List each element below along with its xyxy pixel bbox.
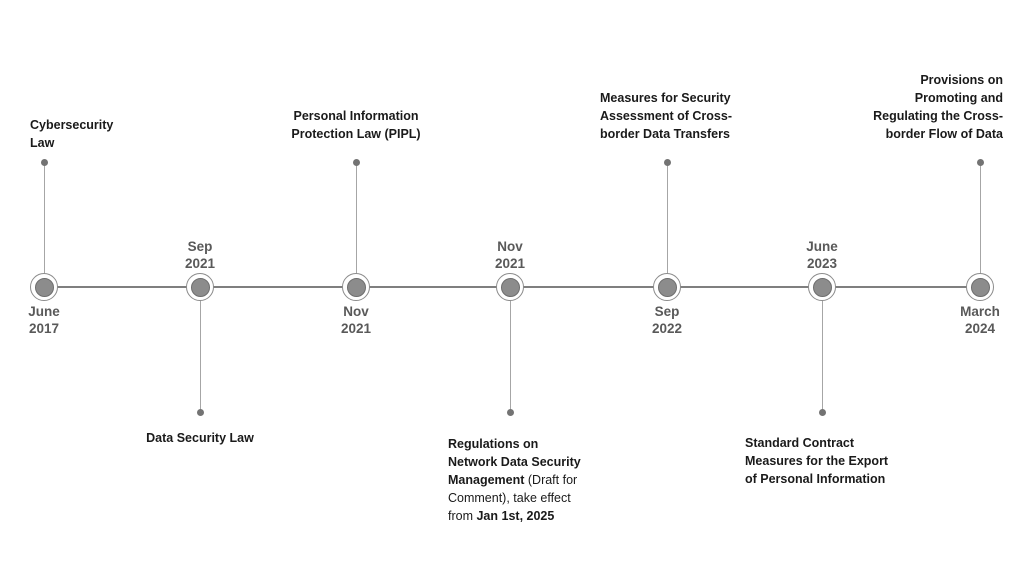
event-date (0, 303, 89, 337)
event-date (155, 238, 245, 272)
event-label-line (30, 134, 160, 152)
label-text-segment: Protection Law (PIPL) (291, 127, 421, 141)
event-label-line (745, 470, 925, 488)
connector-line (667, 162, 668, 287)
event-date-line: 2021 (340, 321, 372, 336)
event-date-line: June (28, 304, 60, 319)
label-text-segment: of Personal Information (745, 472, 886, 486)
event-label-line (448, 489, 618, 507)
event-date-line: 2023 (806, 256, 838, 271)
connector-endpoint-dot (353, 159, 360, 166)
label-text-segment: Standard Contract (745, 436, 855, 450)
label-text-segment: Provisions on (920, 73, 1003, 87)
event-date (465, 238, 555, 272)
timeline-node-marker (191, 278, 210, 297)
connector-endpoint-dot (664, 159, 671, 166)
label-text-segment: Jan 1st, 2025 (476, 509, 555, 523)
connector-line (356, 162, 357, 287)
timeline-node (496, 273, 524, 301)
event-date-line: 2017 (28, 321, 60, 336)
timeline-node-marker (347, 278, 366, 297)
label-text-segment: Regulations on (448, 437, 539, 451)
label-text-segment: border Flow of Data (885, 127, 1003, 141)
timeline-node (186, 273, 214, 301)
timeline-node-marker (971, 278, 990, 297)
event-date-line: Nov (343, 304, 369, 319)
event-date (777, 238, 867, 272)
event-label-line (600, 89, 770, 107)
event-label (600, 89, 770, 143)
label-text-segment: Measures for the Export (745, 454, 889, 468)
event-label-line (448, 435, 618, 453)
event-label (115, 429, 285, 447)
event-date-line: June (806, 239, 838, 254)
connector-line (980, 162, 981, 287)
timeline-node-marker (658, 278, 677, 297)
event-label-line (263, 107, 449, 125)
label-text-segment: Personal Information (293, 109, 419, 123)
timeline-node-marker (501, 278, 520, 297)
label-text-segment: Data Security Law (146, 431, 254, 445)
timeline-node (966, 273, 994, 301)
event-date-line: 2024 (964, 321, 996, 336)
event-date (622, 303, 712, 337)
event-label (448, 435, 618, 525)
event-date-line: Sep (654, 304, 680, 319)
event-label-line (838, 125, 1003, 143)
event-label-line (838, 107, 1003, 125)
event-label-line (448, 471, 618, 489)
timeline-node-marker (35, 278, 54, 297)
label-text-segment: Regulating the Cross- (873, 109, 1003, 123)
connector-endpoint-dot (41, 159, 48, 166)
label-text-segment: Assessment of Cross- (600, 109, 732, 123)
label-text-segment: border Data Transfers (600, 127, 730, 141)
connector-line (200, 287, 201, 412)
connector-endpoint-dot (507, 409, 514, 416)
timeline-node (653, 273, 681, 301)
event-label-line (600, 125, 770, 143)
event-label-line (600, 107, 770, 125)
label-text-segment: Management (448, 473, 525, 487)
label-text-segment: Measures for Security (600, 91, 731, 105)
connector-line (822, 287, 823, 412)
event-label (745, 434, 925, 488)
event-date (935, 303, 1024, 337)
label-text-segment: Comment), take effect (448, 491, 571, 505)
label-text-segment: Cybersecurity (30, 118, 114, 132)
timeline-node (30, 273, 58, 301)
label-text-segment: Network Data Security (448, 455, 581, 469)
event-date (311, 303, 401, 337)
event-label-line (838, 89, 1003, 107)
event-date-line: March (960, 304, 1000, 319)
connector-endpoint-dot (977, 159, 984, 166)
label-text-segment: from (448, 509, 477, 523)
event-date-line: 2021 (184, 256, 216, 271)
event-label-line (448, 453, 618, 471)
timeline-node-marker (813, 278, 832, 297)
event-label-line (745, 434, 925, 452)
event-date-line: Sep (187, 239, 213, 254)
event-label (30, 116, 160, 152)
event-label (838, 71, 1003, 143)
label-text-segment: Promoting and (914, 91, 1003, 105)
label-text-segment: Law (30, 136, 55, 150)
event-label-line (838, 71, 1003, 89)
event-label-line (263, 125, 449, 143)
event-label-line (448, 507, 618, 525)
event-date-line: 2021 (494, 256, 526, 271)
connector-endpoint-dot (197, 409, 204, 416)
timeline-node (808, 273, 836, 301)
event-label (263, 107, 449, 143)
connector-endpoint-dot (819, 409, 826, 416)
event-label-line (30, 116, 160, 134)
label-text-segment: (Draft for (524, 473, 578, 487)
event-date-line: 2022 (651, 321, 683, 336)
timeline-node (342, 273, 370, 301)
event-label-line (115, 429, 285, 447)
event-label-line (745, 452, 925, 470)
event-date-line: Nov (497, 239, 523, 254)
connector-line (44, 162, 45, 287)
connector-line (510, 287, 511, 412)
